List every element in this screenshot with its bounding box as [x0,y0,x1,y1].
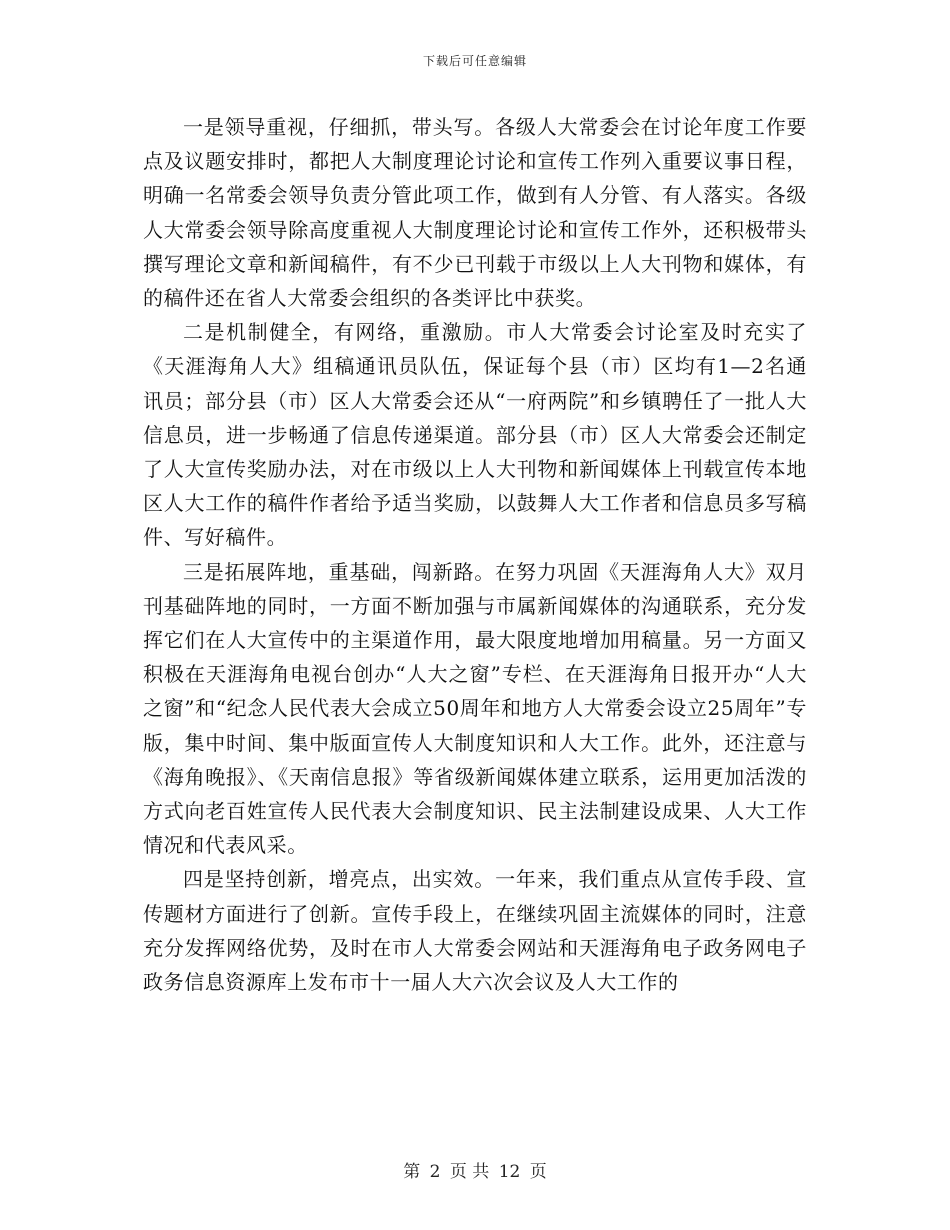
footer-prefix: 第 [403,1162,421,1182]
footer-middle: 页 共 [449,1162,490,1182]
page-header-note: 下载后可任意编辑 [422,54,527,68]
footer-suffix: 页 [529,1162,547,1182]
paragraph-4: 四是坚持创新，增亮点，出实效。一年来，我们重点从宣传手段、宣传题材方面进行了创新。宣传手段上，在继续巩固主流媒体的同时，注意充分发挥网络优势，及时在市人大常委会网站和天涯海角电子政务网电子政务信息资源库上发布市十一届人大六次会议及人大工作的 [143,867,807,995]
paragraph-3: 三是拓展阵地，重基础，闯新路。在努力巩固《天涯海角人大》双月刊基础阵地的同时，一方面不断加强与市属新闻媒体的沟通联系，充分发挥它们在人大宣传中的主渠道作用，最大限度地增加用稿量。另一方面又积极在天涯海角电视台创办“人大之窗”专栏、在天涯海角日报开办“人大之窗”和“纪念人民代表大会成立50周年和地方人大常委会设立25周年”专版，集中时间、集中版面宣传人大制度知识和人大工作。此外，还注意与《海角晚报》、《天南信息报》等省级新闻媒体建立联系，运用更加活泼的方式向老百姓宣传人民代表大会制度知识、民主法制建设成果、人大工作情况和代表风采。 [143,559,807,858]
document-body [143,110,807,999]
current-page-number: 2 [429,1162,441,1182]
total-page-count: 12 [498,1162,521,1182]
paragraph-2: 二是机制健全，有网络，重激励。市人大常委会讨论室及时充实了《天涯海角人大》组稿通讯员队伍，保证每个县（市）区均有1—2名通讯员；部分县（市）区人大常委会还从“一府两院”和乡镇聘任了一批人大信息员，进一步畅通了信息传递渠道。部分县（市）区人大常委会还制定了人大宣传奖励办法，对在市级以上人大刊物和新闻媒体上刊载宣传本地区人大工作的稿件作者给予适当奖励，以鼓舞人大工作者和信息员多写稿件、写好稿件。 [143,320,807,550]
paragraph-1: 一是领导重视，仔细抓，带头写。各级人大常委会在讨论年度工作要点及议题安排时，都把人大制度理论讨论和宣传工作列入重要议事日程，明确一名常委会领导负责分管此项工作，做到有人分管、有人落实。各级人大常委会领导除高度重视人大制度理论讨论和宣传工作外，还积极带头撰写理论文章和新闻稿件，有不少已刊载于市级以上人大刊物和媒体，有的稿件还在省人大常委会组织的各类评比中获奖。 [143,115,807,311]
page-footer [0,1157,950,1182]
